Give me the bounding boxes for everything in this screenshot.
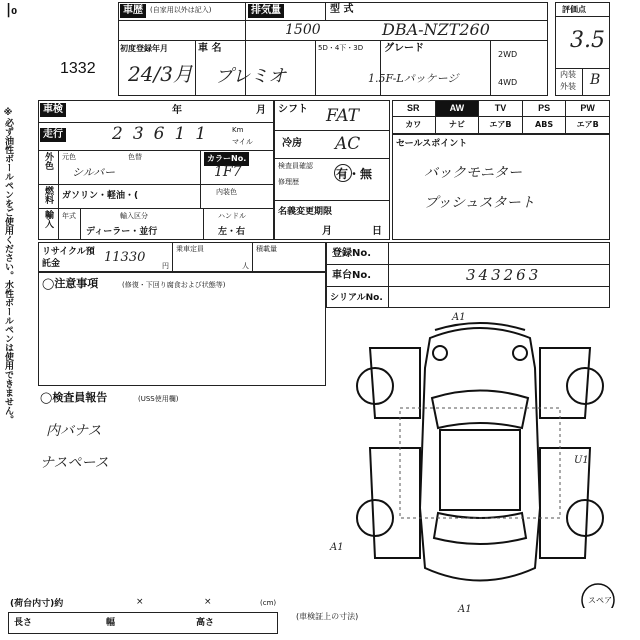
drive-4wd: 4WD: [498, 78, 518, 87]
model-value: DBA-NZT260: [382, 20, 490, 39]
sales-point-1: バックモニター: [424, 165, 522, 181]
interior-value: B: [590, 72, 601, 88]
color-no-value: 1F7: [214, 164, 242, 180]
width-label: 幅: [106, 618, 116, 628]
cargo-grid: [8, 612, 278, 634]
name-change-label: 名義変更期限: [278, 207, 333, 217]
first-reg-label: 初度登録年月: [120, 44, 168, 53]
color-value: シルバー: [72, 166, 115, 179]
drive-2wd: 2WD: [498, 50, 518, 59]
shaken-size-label: (車検証上の寸法): [296, 612, 359, 621]
yen-label: 円: [162, 262, 169, 270]
import-type-label: 輸入区分: [120, 212, 148, 220]
car-name-label: 車 名: [198, 43, 222, 54]
color-label: 外色: [43, 152, 53, 170]
reg-no-label: 登録No.: [332, 248, 372, 259]
damage-mark-rear: A1: [458, 604, 472, 615]
capacity-label: 乗車定員: [176, 245, 204, 253]
equipment-row2-item: カワ: [392, 117, 436, 133]
shaken-label: 車検: [40, 103, 66, 117]
sales-point-label: セールスポイント: [396, 139, 468, 149]
equipment-row: [392, 101, 610, 116]
spare-label: スペア: [588, 596, 612, 605]
shift-value: FAT: [326, 106, 360, 126]
recycle-value: 11330: [104, 250, 146, 265]
original-color-label: 元色: [62, 153, 76, 161]
damage-mark-right: U1: [574, 455, 589, 466]
grade-value: 1.5F-Lパッケージ: [368, 72, 459, 85]
equipment-row-2: [392, 117, 610, 133]
cargo-label: (荷台内寸)約: [10, 599, 64, 609]
side-note: ※必ず油性ボールペンをご使用ください。水性ボールペンは使用できません。: [3, 108, 13, 424]
month-label: 月: [256, 105, 266, 116]
header-mark: |₀: [6, 2, 18, 18]
score-value: 3.5: [570, 28, 605, 53]
import-label: 輸入: [43, 210, 53, 228]
equipment-tv: TV: [479, 101, 523, 116]
serial-label: シリアルNo.: [330, 293, 383, 303]
repair-circle: [334, 164, 352, 182]
year-model-label: 年式: [62, 212, 76, 220]
person-label: 人: [242, 262, 249, 270]
equipment-row2-item: エアB: [479, 117, 523, 133]
lot-number: 1332: [60, 60, 96, 77]
mile-label: マイル: [232, 138, 253, 146]
doors-label: 5D・4下・3D: [318, 44, 364, 52]
inspector-note: (USS使用欄): [138, 395, 179, 403]
handle-value: 左・右: [218, 227, 246, 237]
sales-point-2: プッシュスタート: [424, 195, 535, 211]
damage-mark-left: A1: [330, 542, 344, 553]
cargo-x2: ×: [204, 597, 212, 607]
inspector-title: ◯検査員報告: [40, 391, 108, 404]
equipment-row2-item: ナビ: [436, 117, 480, 133]
equipment-ps: PS: [523, 101, 567, 116]
ac-label: 冷房: [282, 138, 302, 149]
inspector-check-label: 検査員確認: [278, 162, 313, 170]
frame-value: 343263: [466, 266, 542, 284]
fuel-label: 燃料: [43, 186, 53, 204]
history-note: (自家用以外は記入): [150, 6, 212, 14]
height-label: 高さ: [196, 618, 215, 628]
length-label: 長さ: [14, 618, 33, 628]
fuel-value: ガソリン・軽油・(: [62, 191, 139, 201]
equipment-row2-item: エアB: [566, 117, 610, 133]
handle-label: ハンドル: [218, 212, 246, 220]
interior-label: 内装: [560, 70, 576, 79]
displacement-value: 1500: [285, 22, 321, 38]
caution-title: ◯注意事項: [42, 277, 99, 290]
name-change-month: 月: [322, 226, 332, 237]
grade-label: グレード: [384, 43, 424, 54]
inspector-line-1: 内バナス: [46, 423, 102, 439]
interior-color-label: 内装色: [216, 188, 237, 196]
equipment-pw: PW: [566, 101, 610, 116]
frame-label: 車台No.: [332, 270, 372, 281]
repair-options: 有・無: [336, 167, 373, 181]
import-value: ディーラー・並行: [86, 227, 158, 237]
repair-label: 修理歴: [278, 178, 299, 186]
recycle-label: リサイクル預託金: [42, 247, 95, 269]
cargo-x1: ×: [136, 597, 144, 607]
inspector-line-2: ナスペース: [40, 455, 109, 471]
history-label: 車歴: [120, 4, 146, 18]
name-change-day: 日: [372, 226, 382, 237]
color-no-label: カラーNo.: [204, 152, 249, 166]
equipment-sr: SR: [392, 101, 436, 116]
mileage-value: 23611: [112, 124, 217, 144]
equipment-aw: AW: [436, 101, 480, 116]
score-label: 評価点: [562, 5, 586, 14]
year-label: 年: [172, 105, 182, 116]
car-name-value: プレミオ: [215, 66, 287, 87]
cargo-cm: (cm): [260, 599, 277, 607]
ac-value: AC: [335, 134, 361, 154]
first-reg-value: 24/3月: [128, 62, 193, 86]
model-label: 型 式: [330, 4, 354, 15]
mileage-label: 走行: [40, 128, 66, 142]
displacement-label: 排気量: [248, 4, 284, 18]
damage-mark-front: A1: [452, 312, 466, 323]
shift-label: シフト: [278, 104, 308, 115]
exterior-label: 外装: [560, 82, 576, 91]
load-label: 積載量: [256, 245, 277, 253]
color-change-label: 色替: [128, 153, 142, 161]
caution-note: (修復・下回り腐食および状態等): [122, 281, 226, 289]
km-label: Km: [232, 126, 244, 134]
equipment-row2-item: ABS: [523, 117, 567, 133]
